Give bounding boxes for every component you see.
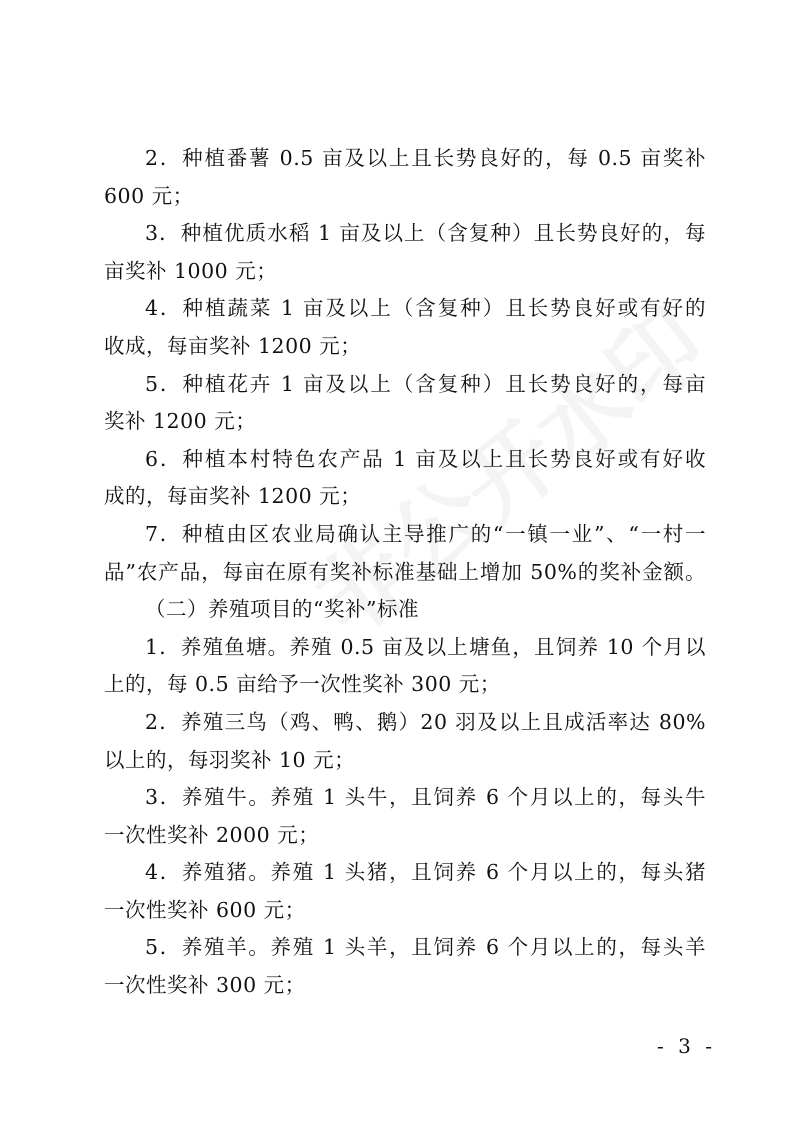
text-line: 6．种植本村特色农产品 1 亩及以上且长势良好或有好收 bbox=[145, 446, 706, 471]
text-line: 亩奖补 1000 元； bbox=[104, 258, 278, 283]
document-body bbox=[104, 140, 706, 1005]
text-line: 3．养殖牛。养殖 1 头牛，且饲养 6 个月以上的，每头牛 bbox=[145, 785, 706, 810]
text-line: 5．养殖羊。养殖 1 头羊，且饲养 6 个月以上的，每头羊 bbox=[145, 935, 706, 960]
text-line: 一次性奖补 2000 元； bbox=[104, 822, 320, 847]
text-line: 600 元； bbox=[104, 183, 194, 208]
text-line: 1．养殖鱼塘。养殖 0.5 亩及以上塘鱼，且饲养 10 个月以 bbox=[145, 634, 706, 659]
text-line: 5．种植花卉 1 亩及以上（含复种）且长势良好的，每亩 bbox=[145, 371, 706, 396]
text-line: 一次性奖补 300 元； bbox=[104, 973, 306, 998]
text-line: 4．养殖猪。养殖 1 头猪，且饲养 6 个月以上的，每头猪 bbox=[145, 860, 706, 885]
text-line: 7．种植由区农业局确认主导推广的“一镇一业”、“一村一 bbox=[145, 521, 706, 546]
page-number: - 3 - bbox=[657, 1034, 716, 1058]
text-line: 以上的，每羽奖补 10 元； bbox=[104, 747, 356, 772]
text-line: 3．种植优质水稻 1 亩及以上（含复种）且长势良好的，每 bbox=[145, 221, 706, 246]
text-line: 4．种植蔬菜 1 亩及以上（含复种）且长势良好或有好的 bbox=[145, 296, 706, 321]
text-line: 上的，每 0.5 亩给予一次性奖补 300 元； bbox=[104, 672, 501, 697]
text-line: 成的，每亩奖补 1200 元； bbox=[104, 484, 362, 509]
text-line: 收成，每亩奖补 1200 元； bbox=[104, 333, 362, 358]
text-line: 2．种植番薯 0.5 亩及以上且长势良好的，每 0.5 亩奖补 bbox=[145, 146, 706, 170]
text-line: 一次性奖补 600 元； bbox=[104, 897, 306, 922]
text-line: 奖补 1200 元； bbox=[104, 409, 257, 434]
section-heading: （二）养殖项目的“奖补”标准 bbox=[145, 597, 419, 622]
text-line: 2．养殖三鸟（鸡、鸭、鹅）20 羽及以上且成活率达 80% bbox=[145, 709, 706, 734]
text-line: 品”农产品，每亩在原有奖补标准基础上增加 50%的奖补金额。 bbox=[104, 559, 706, 584]
